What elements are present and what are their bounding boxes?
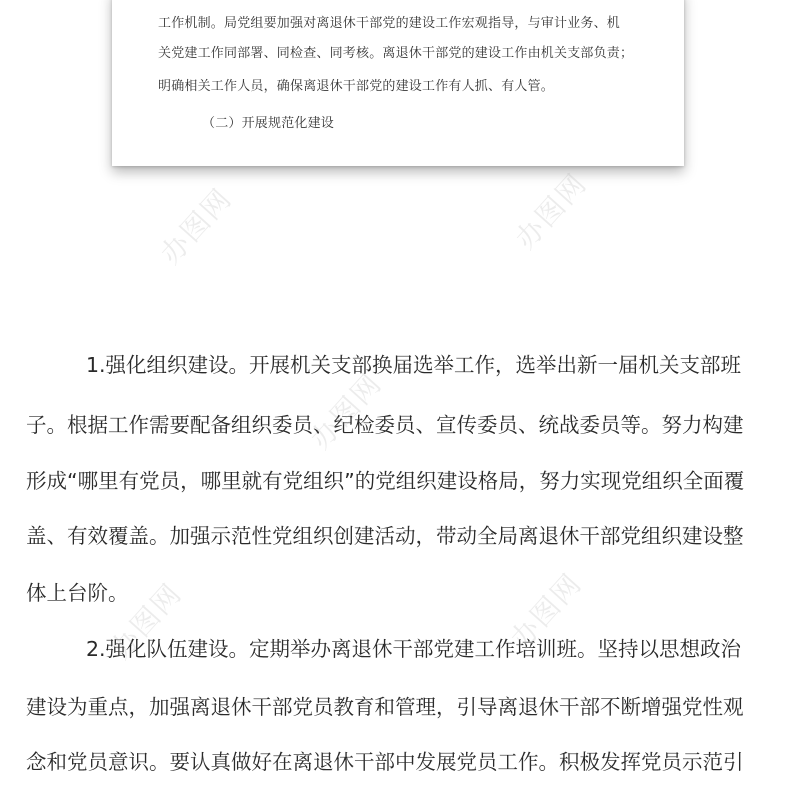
watermark: 办图网 <box>103 576 189 666</box>
watermark: 办图网 <box>508 166 594 256</box>
body-paragraph-1-line-4: 盖、有效覆盖。加强示范性党组织创建活动，带动全局离退休干部党组织建设整 <box>26 524 744 548</box>
body-paragraph-2-line-2: 建设为重点，加强离退休干部党员教育和管理，引导离退休干部不断增强党性观 <box>26 695 744 719</box>
card-subheading: （二）开展规范化建设 <box>202 116 335 131</box>
watermark: 办图网 <box>303 366 389 456</box>
document-preview-card <box>112 0 684 166</box>
card-text-line-1: 工作机制。局党组要加强对离退休干部党的建设工作宏观指导，与审计业务、机 <box>158 16 621 31</box>
body-paragraph-2-line-3: 念和党员意识。要认真做好在离退休干部中发展党员工作。积极发挥党员示范引 <box>26 750 744 774</box>
card-text-line-2: 关党建工作同部署、同检查、同考核。离退休干部党的建设工作由机关支部负责； <box>158 46 634 61</box>
body-paragraph-1-line-5: 体上台阶。 <box>26 581 129 605</box>
watermark: 办图网 <box>153 181 239 271</box>
body-paragraph-1-line-2: 子。根据工作需要配备组织委员、纪检委员、宣传委员、统战委员等。努力构建 <box>26 413 744 437</box>
card-text-line-3: 明确相关工作人员，确保离退休干部党的建设工作有人抓、有人管。 <box>158 79 555 94</box>
body-paragraph-2-line-1: 2.强化队伍建设。定期举办离退休干部党建工作培训班。坚持以思想政治 <box>86 637 742 661</box>
body-paragraph-1-line-3: 形成“哪里有党员，哪里就有党组织”的党组织建设格局，努力实现党组织全面覆 <box>26 469 745 493</box>
body-paragraph-1-line-1: 1.强化组织建设。开展机关支部换届选举工作，选举出新一届机关支部班 <box>86 353 742 377</box>
watermark: 办图网 <box>503 566 589 656</box>
